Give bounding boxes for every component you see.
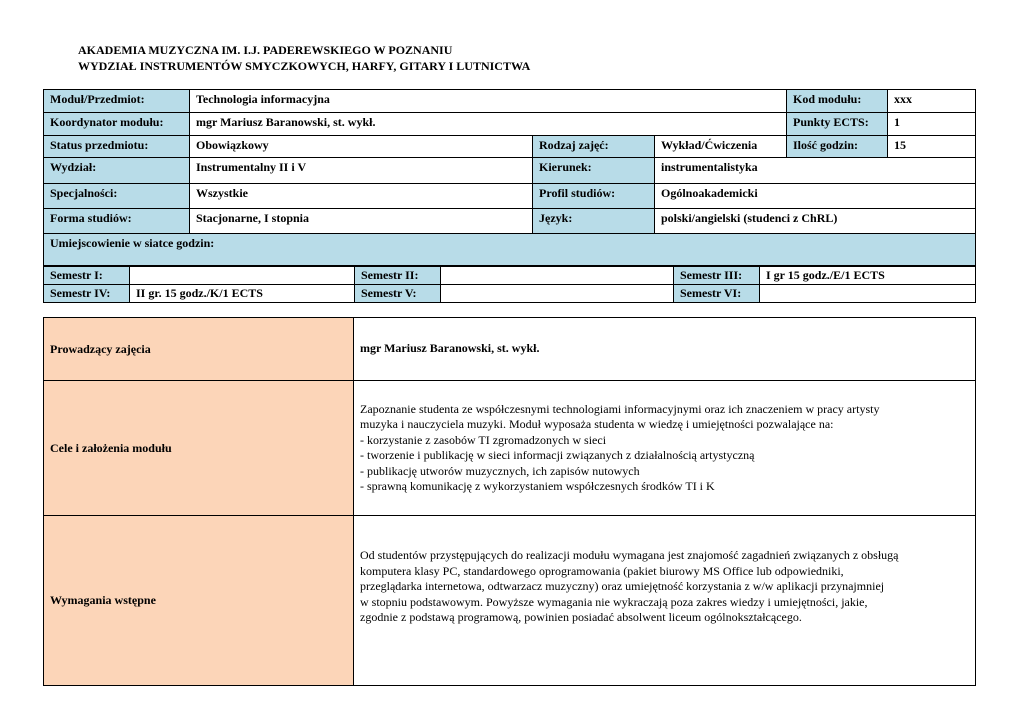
semester-1-label: Semestr I: [44,267,130,285]
profile-label: Profil studiów: [533,184,655,209]
faculty-label: Wydział: [44,158,190,184]
study-form-value: Stacjonarne, I stopnia [190,209,533,234]
status-label: Status przedmiotu: [44,136,190,158]
semester-2-label: Semestr II: [355,267,441,285]
requirements-text [354,516,976,686]
module-value: Technologia informacyjna [190,90,787,113]
goals-line: - korzystanie z zasobów TI zgromadzonych w sieci [360,432,607,447]
requirements-label: Wymagania wstępne [44,516,354,686]
requirements-line: przeglądarka internetowa, odtwarzacz muzyczny) oraz umiejętność korzystania z w/w aplikacji przynajmniej [360,579,885,593]
code-value: xxx [888,90,976,113]
goals-line: muzyka i nauczyciela muzyki. Moduł wyposaża studenta w wiedzę i umiejętności pozwalające na: [360,417,834,431]
module-info-table [43,89,976,266]
semesters-table [43,266,976,303]
goals-line: Zapoznanie studenta ze współczesnymi technologiami informacyjnymi oraz ich znaczeniem w pracy artysty [360,401,880,416]
specialties-label: Specjalności: [44,184,190,209]
goals-label: Cele i założenia modułu [44,381,354,516]
semester-6-label: Semestr VI: [674,285,760,303]
semester-6-value [760,285,976,303]
goals-text [354,381,976,516]
study-form-label: Forma studiów: [44,209,190,234]
ects-label: Punkty ECTS: [787,113,888,136]
semester-5-label: Semestr V: [355,285,441,303]
semester-4-label: Semestr IV: [44,285,130,303]
requirements-line: komputera klasy PC, standardowego oprogramowania (pakiet biurowy MS Office lub odpowiedniki, [360,563,844,578]
goals-line: - publikację utworów muzycznych, ich zapisów nutowych [360,463,640,478]
coordinator-value: mgr Mariusz Baranowski, st. wykł. [190,113,787,136]
semester-5-value [441,285,674,303]
requirements-line: zgodnie z podstawą programową, powinien posiadać absolwent liceum ogólnokształcącego. [360,610,802,624]
lecturer-label: Prowadzący zajęcia [44,318,354,381]
faculty-name: WYDZIAŁ INSTRUMENTÓW SMYCZKOWYCH, HARFY, GITARY I LUTNICTWA [78,59,531,73]
language-label: Język: [533,209,655,234]
semester-1-value [130,267,355,285]
specialties-value: Wszystkie [190,184,533,209]
semester-2-value [441,267,674,285]
classtype-value: Wykład/Ćwiczenia [655,136,787,158]
lecturer-value: mgr Mariusz Baranowski, st. wykł. [354,318,976,381]
requirements-line: Od studentów przystępujących do realizacji modułu wymagana jest znajomość zagadnień związanych z obsługą [360,548,899,562]
module-details-table [43,317,976,686]
code-label: Kod modułu: [787,90,888,113]
grid-placement-label: Umiejscowienie w siatce godzin: [44,234,976,266]
profile-value: Ogólnoakademicki [655,184,976,209]
classtype-label: Rodzaj zajęć: [533,136,655,158]
direction-label: Kierunek: [533,158,655,184]
language-value: polski/angielski (studenci z ChRL) [655,209,976,234]
institution-name: AKADEMIA MUZYCZNA IM. I.J. PADEREWSKIEGO W POZNANIU [78,43,453,57]
coordinator-label: Koordynator modułu: [44,113,190,136]
semester-3-value: I gr 15 godz./E/1 ECTS [760,267,976,285]
direction-value: instrumentalistyka [655,158,976,184]
status-value: Obowiązkowy [190,136,533,158]
hours-label: Ilość godzin: [787,136,888,158]
faculty-value: Instrumentalny II i V [190,158,533,184]
goals-line: - tworzenie i publikację w sieci informacji związanych z działalnością artystyczną [360,448,755,462]
module-label: Moduł/Przedmiot: [44,90,190,113]
goals-line: - sprawną komunikację z wykorzystaniem współczesnych środków TI i K [360,479,715,493]
ects-value: 1 [888,113,976,136]
semester-3-label: Semestr III: [674,267,760,285]
semester-4-value: II gr. 15 godz./K/1 ECTS [130,285,355,303]
requirements-line: w stopniu podstawowym. Powyższe wymagania nie wykraczają poza zakres wiedzy i umiejętności, jakie, [360,594,868,609]
hours-value: 15 [888,136,976,158]
